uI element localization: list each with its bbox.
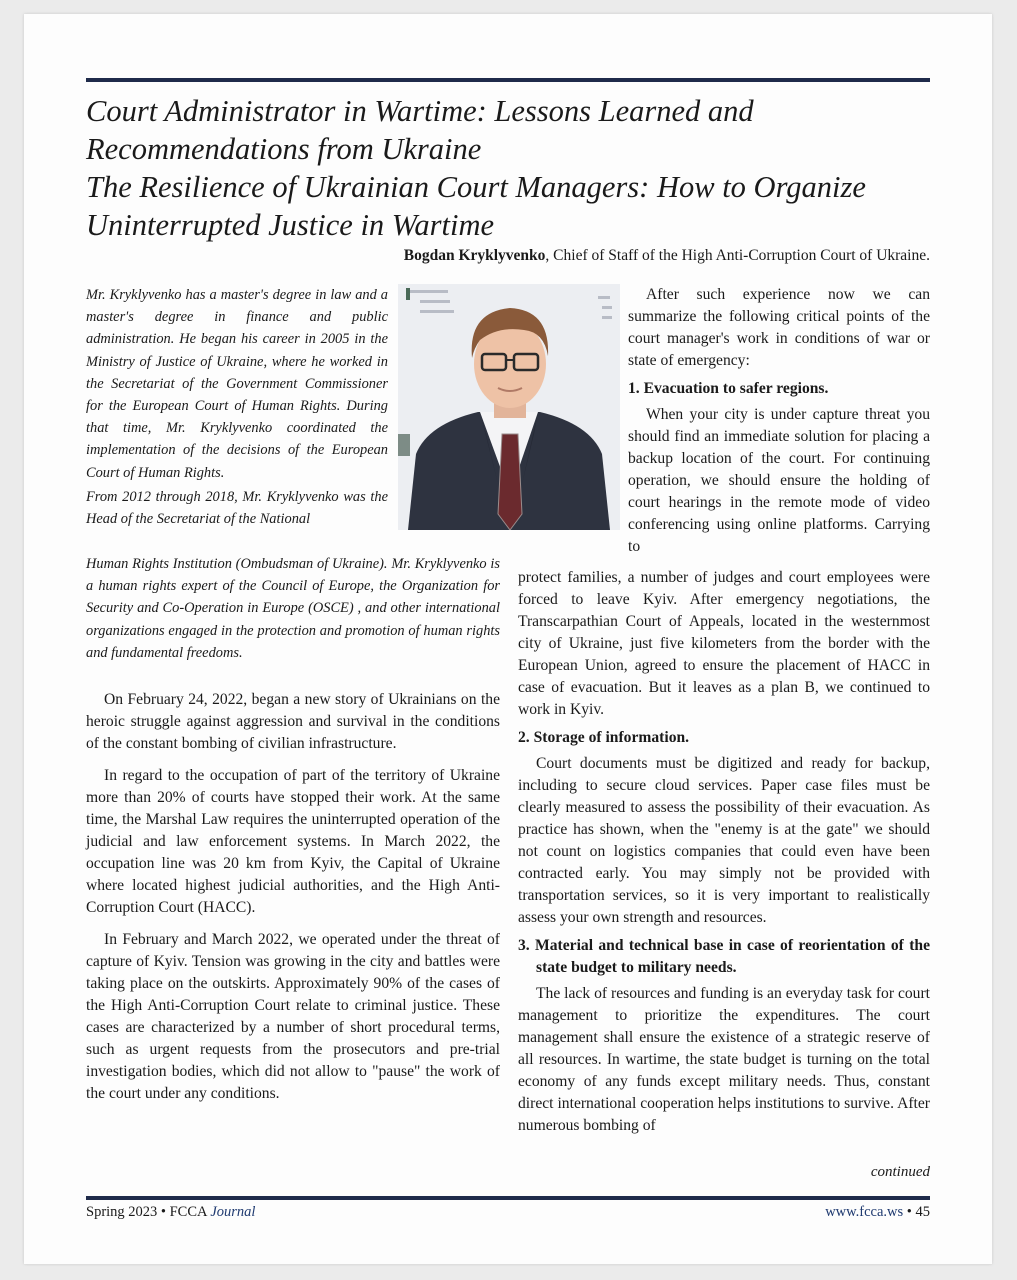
title-line: Court Administrator in Wartime: Lessons Learned and [86,94,754,128]
body-paragraph: The lack of resources and funding is an everyday task for court management to prioritize the expenditures. The court management shall ensure the existence of a strategic reserve of all resources. In wartime, the state budget is turning on the total economy of any funds except military needs. Thus, constant direct international cooperation helps institutions to survive. After numerous bombing of [518,985,930,1134]
journal-page [24,14,992,1264]
body-paragraph: In February and March 2022, we operated under the threat of capture of Kyiv. Tension was growing in the city and battles were taking place on the outskirts. Approximately 90% of the cases of the High Anti-Corruption Court relate to criminal justice. These cases are characterized by a number of short procedural terms, such as urgent requests from the prosecutors and pre-trial investigation bodies, which did not allow to "pause" the work of the court under any conditions. [86,931,500,1102]
footer-url[interactable]: www.fcca.ws [825,1204,904,1220]
author-bio [86,284,388,532]
footer-issue [86,1204,255,1221]
section-heading: 1. Evacuation to safer regions. [628,380,829,397]
title-line: The Resilience of Ukrainian Court Managers: How to Organize [86,170,866,204]
top-rule [86,78,930,82]
portrait-image [398,284,620,530]
section-heading: 3. Material and technical base in case of reorientation of the state budget to military needs. [518,937,930,976]
footer-page [825,1204,930,1221]
article-title [86,92,936,244]
bio-paragraph: Mr. Kryklyvenko has a master's degree in law and a master's degree in finance and public administration. He began his career in 2005 in the Ministry of Justice of Ukraine, where he worked in the Secretariat of the Government Commissioner for the European Court of Human Rights. During that time, Mr. Kryklyvenko coordinated the implementation of the decisions of the European Court of Human Rights. [86,287,388,481]
footer-journal: Journal [210,1204,256,1220]
body-paragraph: On February 24, 2022, began a new story of Ukrainians on the heroic struggle against aggression and survival in the conditions of the constant bombing of civilian infrastructure. [86,691,500,752]
byline [404,247,930,265]
title-line: Uninterrupted Justice in Wartime [86,208,495,242]
right-column-top [628,284,930,558]
right-column-bottom [518,567,930,1137]
author-role: , Chief of Staff of the High Anti-Corruption Court of Ukraine. [545,247,930,264]
author-name: Bogdan Kryklyvenko [403,247,546,264]
bio-paragraph: Human Rights Institution (Ombudsman of Ukraine). Mr. Kryklyvenko is a human rights expert of the Council of Europe, the Organization for Security and Co-Operation in Europe (OSCE) , and other international organizations engaged in the protection and promotion of human rights and fundamental freedoms. [86,556,500,661]
author-photo [398,284,620,530]
bio-continued [86,553,500,664]
body-paragraph: Court documents must be digitized and ready for backup, including to secure cloud services. Paper case files must be clearly measured to assess the possibility of their evacuation. As practice has shown, when the "enemy is at the gate" we should not count on logistics companies that could even have been contracted early. You may simply not be provided with transportation services, so it is very important to realistically assess your own strength and resources. [518,755,930,926]
title-line: Recommendations from Ukraine [86,132,482,166]
body-paragraph: After such experience now we can summarize the following critical points of the court manager's work in conditions of war or state of emergency: [628,286,930,369]
left-column [86,689,500,1115]
footer-season: Spring 2023 • FCCA [86,1204,211,1220]
bio-paragraph: From 2012 through 2018, Mr. Kryklyvenko was the Head of the Secretariat of the National [86,488,388,528]
section-heading: 2. Storage of information. [518,729,690,746]
body-paragraph: protect families, a number of judges and court employees were forced to leave Kyiv. After emergency negotiations, the Transcarpathian Court of Appeals, located in the westernmost city of Ukraine, just five kilometers from the border with the European Union, agreed to ensure the placement of HACC in case of evacuation. But it leaves as a plan B, we continued to work in Kyiv. [518,569,930,718]
continued-label: continued [870,1164,930,1180]
body-paragraph: In regard to the occupation of part of the territory of Ukraine more than 20% of courts have stopped their work. At the same time, the Marshal Law requires the uninterrupted operation of the judicial and law enforcement systems. In March 2022, the occupation line was 20 km from Kyiv, the Capital of Ukraine where located highest judicial authorities, and the High Anti-Corruption Court (HACC). [86,767,500,916]
bottom-rule [86,1196,930,1200]
body-paragraph: When your city is under capture threat you should find an immediate solution for placing a backup location of the court. For continuing operation, we should ensure the holding of court hearings in the remote mode of video conferencing using online platforms. Carrying to [628,406,930,555]
page-number: • 45 [903,1204,930,1220]
